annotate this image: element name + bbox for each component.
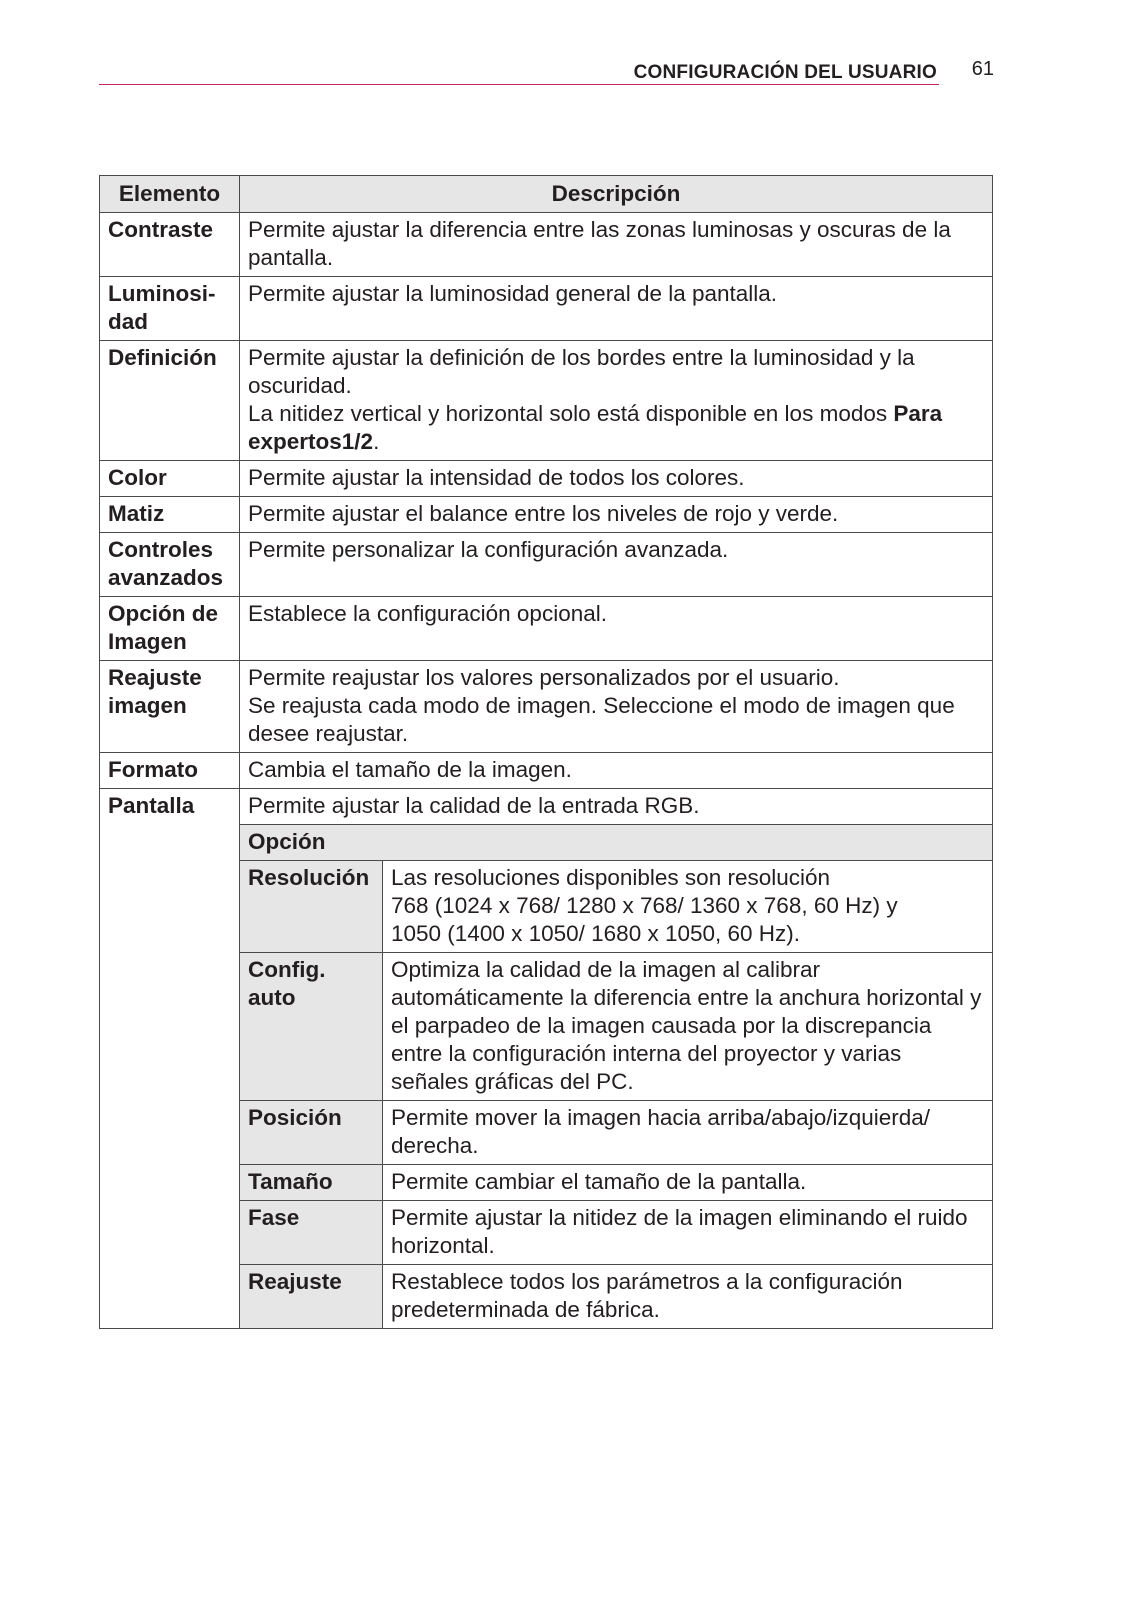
table-row-pantalla	[100, 789, 993, 825]
option-description: Permite cambiar el tamaño de la pantalla.	[383, 1165, 993, 1201]
table-row-controles-avanzados	[100, 533, 993, 597]
description-line	[248, 400, 984, 456]
element-description: Permite ajustar la diferencia entre las zonas luminosas y oscuras de la pantalla.	[240, 213, 993, 277]
table-row-definicion	[100, 341, 993, 461]
element-description	[240, 661, 993, 753]
column-header-description: Descripción	[240, 176, 993, 213]
table-row-matiz	[100, 497, 993, 533]
element-name: Color	[100, 461, 240, 497]
element-name: Formato	[100, 753, 240, 789]
description-line: Las resoluciones disponibles son resolución	[391, 865, 831, 890]
settings-table	[99, 175, 993, 1329]
table-row-reajuste-imagen	[100, 661, 993, 753]
element-description: Permite ajustar el balance entre los niveles de rojo y verde.	[240, 497, 993, 533]
element-name	[100, 533, 240, 597]
element-name-line: Luminosi-	[108, 281, 216, 306]
element-description: Establece la configuración opcional.	[240, 597, 993, 661]
table-row-color	[100, 461, 993, 497]
option-name-line: auto	[248, 985, 296, 1010]
description-line: Permite ajustar la definición de los bordes entre la luminosidad y la oscuridad.	[248, 345, 915, 398]
element-name-line: Opción de	[108, 601, 219, 626]
element-description: Permite personalizar la configuración avanzada.	[240, 533, 993, 597]
option-description: Permite ajustar la nitidez de la imagen eliminando el ruido horizontal.	[383, 1201, 993, 1265]
option-column-header: Opción	[240, 825, 993, 861]
description-line: 768 (1024 x 768/ 1280 x 768/ 1360 x 768, 60 Hz) y	[391, 893, 898, 918]
option-description: Optimiza la calidad de la imagen al calibrar automáticamente la diferencia entre la anchura horizontal y el parpadeo de la imagen causada por la discrepancia entre la configuración interna del proyector y varias señales gráficas del PC.	[383, 953, 993, 1101]
element-description: Cambia el tamaño de la imagen.	[240, 753, 993, 789]
description-line: Se reajusta cada modo de imagen. Seleccione el modo de imagen que desee reajustar.	[248, 693, 955, 746]
element-name: Pantalla	[100, 789, 240, 1329]
table-row-opcion-imagen	[100, 597, 993, 661]
element-name: Matiz	[100, 497, 240, 533]
description-text: La nitidez vertical y horizontal solo está disponible en los modos	[248, 401, 894, 426]
option-name: Posición	[240, 1101, 383, 1165]
element-name-line: Imagen	[108, 629, 187, 654]
element-name	[100, 277, 240, 341]
element-name-line: dad	[108, 309, 149, 334]
option-description: Restablece todos los parámetros a la configuración predeterminada de fábrica.	[383, 1265, 993, 1329]
page-number: 61	[971, 58, 994, 80]
element-name: Definición	[100, 341, 240, 461]
description-line: Permite reajustar los valores personalizados por el usuario.	[248, 665, 840, 690]
mode-name: Para expertos1/2	[248, 401, 943, 454]
option-name: Reajuste	[240, 1265, 383, 1329]
table-row-formato	[100, 753, 993, 789]
section-title: CONFIGURACIÓN DEL USUARIO	[633, 62, 937, 83]
element-description: Permite ajustar la luminosidad general de la pantalla.	[240, 277, 993, 341]
element-name-line: Controles	[108, 537, 214, 562]
table-header-row	[100, 176, 993, 213]
column-header-element: Elemento	[100, 176, 240, 213]
page-header	[99, 56, 994, 86]
option-description: Permite mover la imagen hacia arriba/abajo/izquierda/ derecha.	[383, 1101, 993, 1165]
option-name-line: Config.	[248, 957, 326, 982]
element-description: Permite ajustar la intensidad de todos los colores.	[240, 461, 993, 497]
element-name-line: Reajuste	[108, 665, 202, 690]
element-name-line: imagen	[108, 693, 187, 718]
element-name	[100, 597, 240, 661]
table-row-contraste	[100, 213, 993, 277]
option-name: Fase	[240, 1201, 383, 1265]
description-line: 1050 (1400 x 1050/ 1680 x 1050, 60 Hz).	[391, 921, 801, 946]
option-description	[383, 861, 993, 953]
description-text: .	[373, 429, 380, 454]
option-name	[240, 953, 383, 1101]
option-name: Resolución	[240, 861, 383, 953]
table-row-luminosidad	[100, 277, 993, 341]
element-name-line: avanzados	[108, 565, 224, 590]
header-divider	[99, 84, 939, 85]
element-description	[240, 341, 993, 461]
option-name: Tamaño	[240, 1165, 383, 1201]
element-name	[100, 661, 240, 753]
element-description: Permite ajustar la calidad de la entrada RGB.	[240, 789, 993, 825]
element-name: Contraste	[100, 213, 240, 277]
